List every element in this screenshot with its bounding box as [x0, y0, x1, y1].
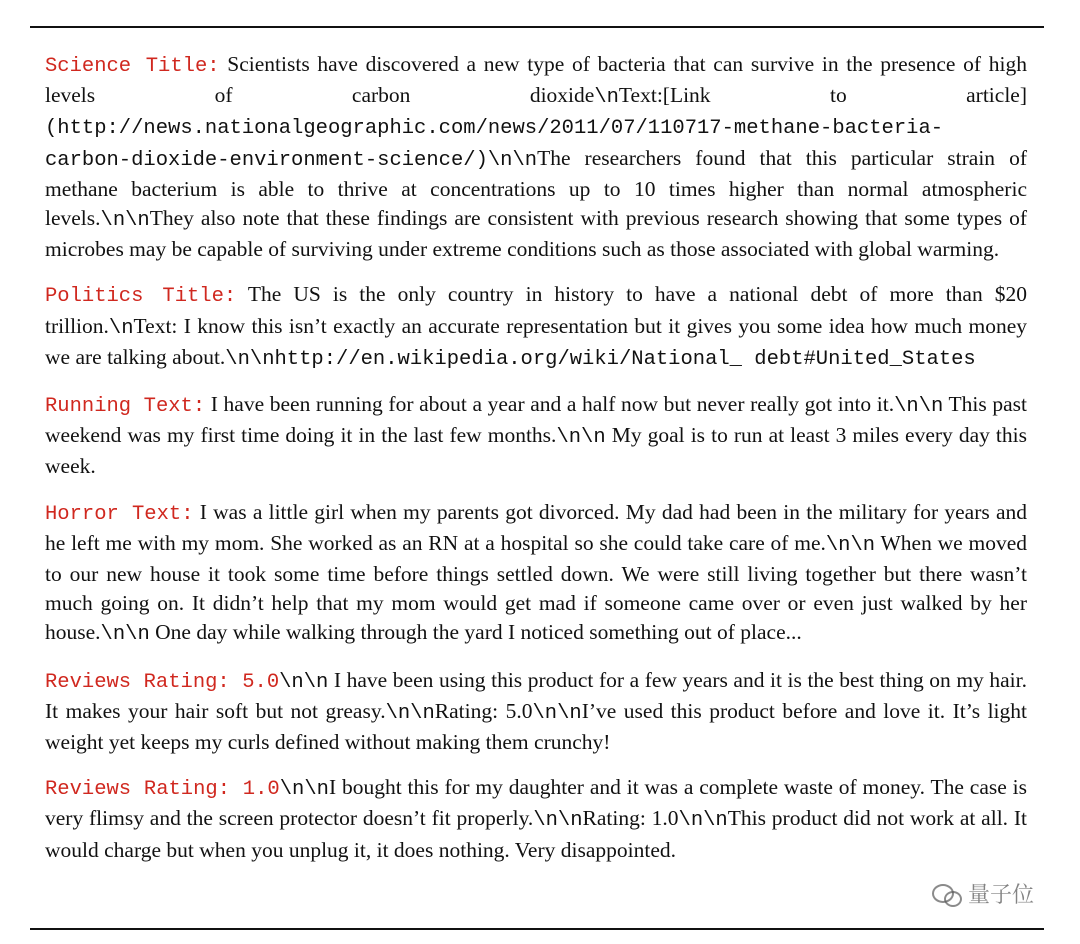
mono-segment: \n\nhttp://en.wikipedia.org/wiki/National_ debt#United_States — [225, 347, 976, 371]
mono-segment: \n\n — [825, 533, 876, 557]
sample-paragraph — [45, 280, 1027, 374]
mono-segment: \n — [108, 316, 134, 340]
text-segment: I bought this for my daughter and it was a complete waste of money. The case is very flimsy and the screen protector doesn’t fit properly. — [45, 775, 1027, 831]
text-segment: The US is the only country in history to have a national debt of more than $20 trillion. — [45, 282, 1028, 338]
text-segment: I have been using this product for a few years and it is the best thing on my hair. It makes your hair soft but not greasy. — [45, 667, 1027, 723]
mono-segment: \n\n — [556, 426, 606, 450]
mono-segment: \n\n — [533, 809, 583, 833]
text-segment: This product did not work at all. It would charge but when you unplug it, it does nothing. Very disappointed. — [45, 806, 1027, 862]
mono-segment: \n\n — [894, 395, 944, 419]
text-segment: I have been running for about a year and a half now but never really got into it. — [205, 392, 895, 417]
text-segment: One day while walking through the yard I noticed something out of place... — [149, 620, 802, 645]
text-segment: Text:[Link to article] — [618, 83, 1027, 108]
text-segment: This past weekend was my first time doing it in the last few months. — [45, 392, 1028, 448]
text-segment: I’ve used this product before and love it. It’s light weight yet keeps my curls defined without making them crunchy! — [45, 698, 1027, 755]
text-segment: They also note that these findings are consistent with previous research showing that some types of microbes may be capable of surviving under extreme conditions such as those associated with global warming. — [45, 206, 1027, 262]
text-segment: Rating: 5.0 — [434, 698, 533, 723]
sample-paragraph — [45, 50, 1027, 264]
top-rule — [30, 26, 1044, 28]
text-segment: Scientists have discovered a new type of bacteria that can survive in the presence of high levels of carbon dioxide — [45, 52, 1027, 108]
mono-segment: \n — [594, 86, 619, 110]
mono-segment: \n\n — [100, 209, 150, 233]
text-segment: Text: I know this isn’t exactly an accurate representation but it gives you some idea how much money we are talking about. — [45, 313, 1027, 369]
bottom-rule — [30, 928, 1044, 930]
text-segment: Rating: 1.0 — [582, 806, 679, 831]
sample-label: Reviews Rating: 5.0 — [45, 670, 280, 694]
sample-paragraph — [45, 773, 1027, 865]
sample-label: Science Title: — [45, 55, 220, 78]
mono-segment: \n\n — [385, 701, 435, 725]
sample-label: Reviews Rating: 1.0 — [45, 778, 280, 802]
text-segment: My goal is to run at least 3 miles every day this week. — [45, 423, 1027, 479]
samples-text-block — [45, 50, 1027, 881]
mono-segment: \n\n — [678, 809, 728, 833]
sample-paragraph — [45, 498, 1027, 650]
sample-paragraph — [45, 390, 1027, 482]
sample-label: Politics Title: — [45, 285, 237, 309]
wechat-icon — [932, 882, 962, 906]
mono-segment: \n\n — [279, 670, 329, 694]
sample-paragraph — [45, 666, 1027, 758]
mono-segment: \n\n — [532, 701, 582, 725]
mono-segment: \n\n — [279, 778, 329, 802]
watermark — [932, 878, 1034, 909]
mono-segment: \n\n — [100, 623, 150, 647]
sample-label: Running Text: — [45, 395, 206, 419]
text-segment: I was a little girl when my parents got divorced. My dad had been in the military for years and he left me with my mom. She worked as an RN at a hospital so she could take care of me. — [45, 499, 1028, 555]
text-segment: When we moved to our new house it took some time before things settled down. We were still living together but there wasn’t much going on. It didn’t help that my mom would get mad if someone came over or even just walked by her house. — [45, 530, 1027, 645]
mono-segment: (http://news.nationalgeographic.com/news/2011/07/110717-methane-bacteria-carbon-dioxide-environment-science/)\n\n — [45, 117, 944, 172]
sample-label: Horror Text: — [45, 502, 194, 526]
text-segment: The researchers found that this particular strain of methane bacterium is able to thrive at concentrations up to 10 times higher than normal atmospheric levels. — [45, 145, 1027, 231]
watermark-text: 量子位 — [968, 883, 1035, 908]
